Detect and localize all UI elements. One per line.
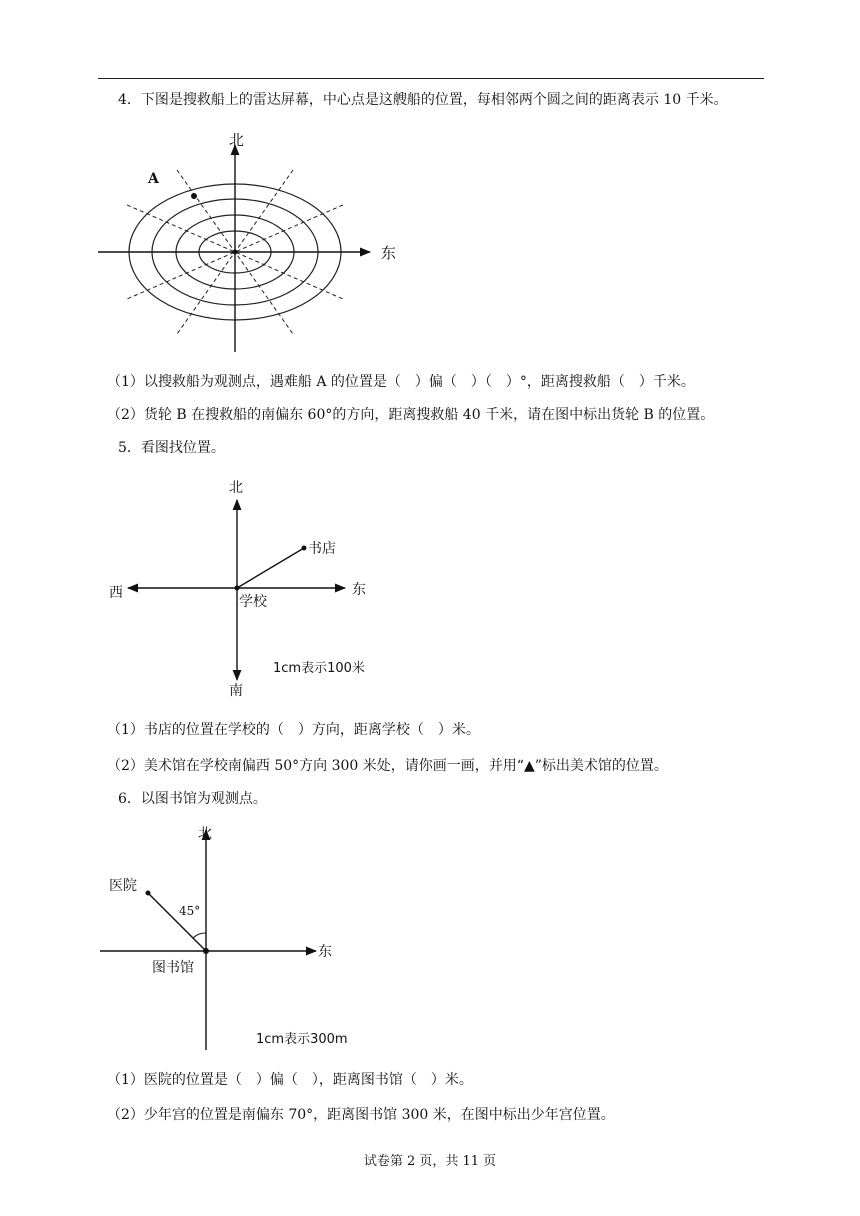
- page-footer: 试卷第 2 页，共 11 页: [363, 1154, 497, 1169]
- q5-west-label: 西: [109, 585, 123, 601]
- q5-title: 5．看图找位置。: [118, 440, 225, 456]
- library-hospital-line: [148, 893, 206, 951]
- hospital-point: [146, 891, 151, 896]
- q4-north-label: 北: [229, 131, 245, 149]
- q4-sub1: （1）以搜救船为观测点，遇难船 A 的位置是（ ）偏（ ）（ ）°，距离搜救船（ ）千米。: [107, 374, 695, 390]
- school-label: 学校: [239, 594, 267, 610]
- q6-scale-label: 1cm表示300m: [256, 1032, 348, 1047]
- angle-45-arc: [193, 933, 206, 938]
- q6-sub2: （2）少年宫的位置是南偏东 70°，距离图书馆 300 米，在图中标出少年宫位置。: [107, 1107, 615, 1123]
- bookstore-label: 书店: [308, 541, 336, 557]
- q4-east-label: 东: [381, 244, 397, 262]
- q6-north-label: 北: [198, 826, 212, 842]
- library-point: [203, 948, 209, 954]
- hospital-label: 医院: [109, 878, 137, 894]
- q5-north-label: 北: [229, 480, 243, 496]
- q4-title: 4．下图是搜救船上的雷达屏幕，中心点是这艘船的位置，每相邻两个圆之间的距离表示 10 千米。: [118, 92, 728, 108]
- q6-east-label: 东: [318, 944, 332, 960]
- q5-south-label: 南: [229, 683, 243, 699]
- angle-45-label: 45°: [179, 904, 201, 918]
- ship-a-label: A: [148, 171, 159, 187]
- q6-title: 6．以图书馆为观测点。: [118, 791, 267, 807]
- q5-east-label: 东: [352, 582, 366, 598]
- q5-sub1: （1）书店的位置在学校的（ ）方向，距离学校（ ）米。: [107, 722, 480, 738]
- q5-sub2: （2）美术馆在学校南偏西 50°方向 300 米处，请你画一画，并用“▲”标出美术馆的位置。: [107, 758, 668, 774]
- q4-sub2: （2）货轮 B 在搜救船的南偏东 60°的方向，距离搜救船 40 千米，请在图中标出货轮 B 的位置。: [107, 407, 715, 423]
- library-label: 图书馆: [152, 960, 194, 976]
- q6-sub1: （1）医院的位置是（ ）偏（ ），距离图书馆（ ）米。: [107, 1072, 473, 1088]
- q5-scale-label: 1cm表示100米: [273, 661, 365, 676]
